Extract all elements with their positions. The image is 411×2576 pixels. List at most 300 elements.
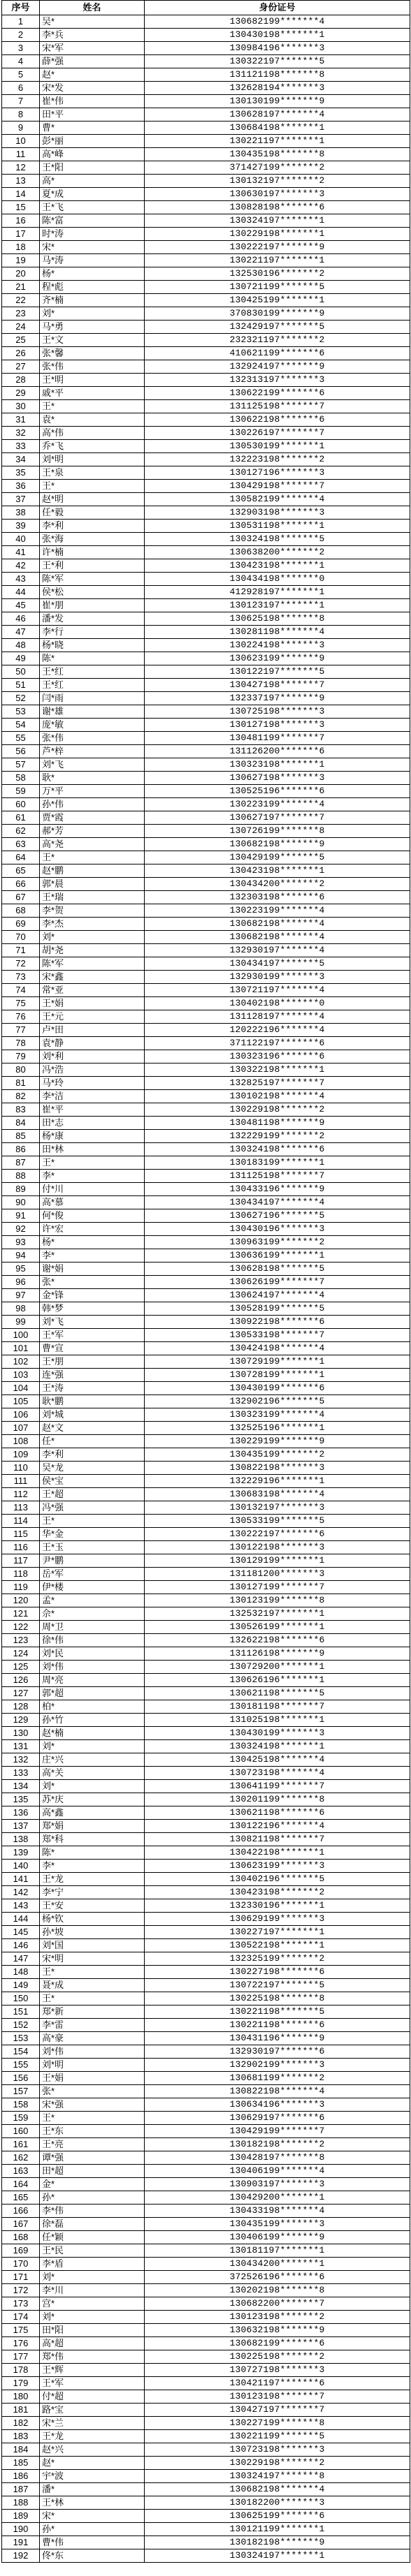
table-row xyxy=(2,1939,410,1952)
row-name: 刘* xyxy=(40,931,145,944)
table-row xyxy=(2,2244,410,2258)
row-name: 吴*龙 xyxy=(40,1462,145,1475)
table-row xyxy=(2,1793,410,1806)
table-row xyxy=(2,878,410,891)
table-row xyxy=(2,692,410,705)
row-index: 113 xyxy=(2,1501,40,1515)
table-row xyxy=(2,652,410,665)
row-index: 131 xyxy=(2,1740,40,1753)
row-id-number: 130224198*******3 xyxy=(145,639,410,652)
row-name: 赵* xyxy=(40,2457,145,2470)
row-name: 高*豪 xyxy=(40,2032,145,2045)
row-name: 岳*军 xyxy=(40,1568,145,1581)
header-name: 姓名 xyxy=(40,1,145,15)
row-name: 高*关 xyxy=(40,1767,145,1780)
row-id-number: 130402196*******5 xyxy=(145,1873,410,1886)
row-name: 郭*晨 xyxy=(40,878,145,891)
row-index: 39 xyxy=(2,520,40,533)
table-row xyxy=(2,1196,410,1209)
row-name: 刘*伟 xyxy=(40,2045,145,2059)
row-index: 62 xyxy=(2,825,40,838)
row-id-number: 131125198*******7 xyxy=(145,1170,410,1183)
row-id-number: 130428197*******8 xyxy=(145,2151,410,2165)
row-id-number: 130525196*******6 xyxy=(145,785,410,798)
table-row xyxy=(2,559,410,573)
row-id-number: 130526199*******1 xyxy=(145,1621,410,1634)
row-id-number: 130225198*******2 xyxy=(145,2350,410,2364)
row-name: 李*伟 xyxy=(40,2205,145,2218)
row-id-number: 130683198*******4 xyxy=(145,1488,410,1501)
row-index: 116 xyxy=(2,1541,40,1554)
row-name: 陈* xyxy=(40,1846,145,1860)
table-row xyxy=(2,2019,410,2032)
table-row xyxy=(2,1899,410,1913)
row-id-number: 130423198*******2 xyxy=(145,1886,410,1899)
row-id-number: 130223199*******4 xyxy=(145,904,410,918)
row-id-number: 130132197*******3 xyxy=(145,1501,410,1515)
table-row xyxy=(2,1727,410,1740)
table-row xyxy=(2,1024,410,1037)
table-row xyxy=(2,1913,410,1926)
table-row xyxy=(2,2536,410,2549)
table-row xyxy=(2,546,410,559)
row-index: 174 xyxy=(2,2311,40,2324)
row-name: 王*明 xyxy=(40,374,145,387)
row-id-number: 132330196*******1 xyxy=(145,1899,410,1913)
row-name: 崔*平 xyxy=(40,1103,145,1117)
row-index: 59 xyxy=(2,785,40,798)
row-id-number: 132622198*******6 xyxy=(145,1634,410,1647)
table-row xyxy=(2,1594,410,1607)
row-id-number: 132303198*******6 xyxy=(145,891,410,904)
row-name: 徐*磊 xyxy=(40,2218,145,2231)
row-name: 孙*坡 xyxy=(40,1926,145,1939)
row-index: 49 xyxy=(2,652,40,665)
row-index: 184 xyxy=(2,2443,40,2457)
table-row xyxy=(2,719,410,732)
row-name: 尹*鹏 xyxy=(40,1554,145,1568)
row-index: 108 xyxy=(2,1435,40,1448)
row-id-number: 130621198*******6 xyxy=(145,1806,410,1820)
row-name: 李*利 xyxy=(40,1448,145,1462)
row-index: 170 xyxy=(2,2258,40,2271)
row-index: 162 xyxy=(2,2151,40,2165)
row-index: 177 xyxy=(2,2350,40,2364)
table-row xyxy=(2,2032,410,2045)
row-index: 153 xyxy=(2,2032,40,2045)
table-row xyxy=(2,2404,410,2417)
row-id-number: 130728199*******1 xyxy=(145,1369,410,1382)
table-row xyxy=(2,1767,410,1780)
row-name: 薛*强 xyxy=(40,55,145,68)
row-name: 刘*飞 xyxy=(40,1316,145,1329)
row-name: 张*伟 xyxy=(40,732,145,745)
table-row xyxy=(2,1926,410,1939)
row-index: 52 xyxy=(2,692,40,705)
row-name: 王* xyxy=(40,1156,145,1170)
row-id-number: 131126200*******6 xyxy=(145,745,410,758)
row-id-number: 132229199*******2 xyxy=(145,1130,410,1143)
row-index: 166 xyxy=(2,2205,40,2218)
row-name: 孙*伟 xyxy=(40,798,145,811)
row-name: 周*卫 xyxy=(40,1621,145,1634)
row-index: 12 xyxy=(2,161,40,175)
row-id-number: 130123197*******1 xyxy=(145,599,410,612)
row-name: 赵*兴 xyxy=(40,2443,145,2457)
table-row xyxy=(2,267,410,281)
row-index: 69 xyxy=(2,918,40,931)
row-index: 7 xyxy=(2,95,40,108)
row-index: 72 xyxy=(2,957,40,971)
row-name: 金* xyxy=(40,2178,145,2191)
table-row xyxy=(2,1342,410,1355)
row-id-number: 130122198*******3 xyxy=(145,1541,410,1554)
row-id-number: 130435198*******8 xyxy=(145,148,410,161)
row-id-number: 130122197*******5 xyxy=(145,665,410,679)
row-id-number: 130435199*******2 xyxy=(145,1448,410,1462)
row-id-number: 130622198*******6 xyxy=(145,413,410,427)
row-index: 102 xyxy=(2,1355,40,1369)
row-id-number: 130431196*******9 xyxy=(145,2032,410,2045)
table-row xyxy=(2,453,410,466)
row-name: 陈*富 xyxy=(40,214,145,228)
row-id-number: 130202198*******8 xyxy=(145,2284,410,2297)
row-name: 程*彪 xyxy=(40,281,145,294)
row-index: 147 xyxy=(2,1952,40,1966)
row-id-number: 130682198*******4 xyxy=(145,2483,410,2496)
row-name: 李* xyxy=(40,1860,145,1873)
table-row xyxy=(2,1103,410,1117)
table-row xyxy=(2,2284,410,2297)
row-name: 刘*城 xyxy=(40,1408,145,1422)
table-row xyxy=(2,1037,410,1050)
row-index: 140 xyxy=(2,1860,40,1873)
row-name: 刘* xyxy=(40,1740,145,1753)
row-name: 刘* xyxy=(40,2311,145,2324)
table-row xyxy=(2,1554,410,1568)
row-id-number: 130322198*******1 xyxy=(145,1063,410,1077)
row-name: 田*林 xyxy=(40,1143,145,1156)
row-index: 38 xyxy=(2,506,40,520)
row-name: 王*娟 xyxy=(40,2072,145,2085)
row-index: 161 xyxy=(2,2138,40,2151)
row-name: 李* xyxy=(40,1170,145,1183)
row-index: 81 xyxy=(2,1077,40,1090)
table-row xyxy=(2,931,410,944)
row-name: 高*超 xyxy=(40,2337,145,2350)
row-index: 32 xyxy=(2,427,40,440)
row-index: 24 xyxy=(2,321,40,334)
table-row xyxy=(2,466,410,480)
table-row xyxy=(2,798,410,811)
row-name: 赵*明 xyxy=(40,493,145,506)
row-id-number: 132525196*******1 xyxy=(145,1422,410,1435)
row-id-number: 132337197*******9 xyxy=(145,692,410,705)
row-name: 王* xyxy=(40,1992,145,2005)
table-row xyxy=(2,1860,410,1873)
row-index: 111 xyxy=(2,1475,40,1488)
row-name: 王*亮 xyxy=(40,2138,145,2151)
row-index: 53 xyxy=(2,705,40,719)
table-row xyxy=(2,254,410,267)
table-row xyxy=(2,228,410,241)
row-index: 33 xyxy=(2,440,40,453)
table-row xyxy=(2,2443,410,2457)
row-id-number: 130324197*******1 xyxy=(145,2549,410,2563)
row-id-number: 130324198*******5 xyxy=(145,533,410,546)
row-name: 王*朋 xyxy=(40,1355,145,1369)
row-index: 191 xyxy=(2,2536,40,2549)
row-id-number: 130222197*******6 xyxy=(145,1528,410,1541)
row-name: 周*亮 xyxy=(40,1674,145,1687)
row-name: 刘*国 xyxy=(40,1939,145,1952)
row-index: 110 xyxy=(2,1462,40,1475)
row-id-number: 130627198*******3 xyxy=(145,772,410,785)
row-name: 王* xyxy=(40,400,145,413)
table-row xyxy=(2,1647,410,1661)
row-name: 马*勇 xyxy=(40,321,145,334)
table-row xyxy=(2,1143,410,1156)
table-row xyxy=(2,599,410,612)
row-id-number: 130729199*******1 xyxy=(145,1355,410,1369)
row-id-number: 132229196*******1 xyxy=(145,1475,410,1488)
row-name: 佟*东 xyxy=(40,2549,145,2563)
table-row xyxy=(2,904,410,918)
table-row xyxy=(2,639,410,652)
row-name: 田*阳 xyxy=(40,2324,145,2337)
row-id-number: 130182198*******2 xyxy=(145,2138,410,2151)
row-name: 张*海 xyxy=(40,533,145,546)
row-id-number: 130223199*******4 xyxy=(145,798,410,811)
table-row xyxy=(2,1355,410,1369)
table-row xyxy=(2,2258,410,2271)
row-name: 郭*超 xyxy=(40,1687,145,1700)
table-row xyxy=(2,2072,410,2085)
table-row xyxy=(2,705,410,719)
table-row xyxy=(2,2417,410,2430)
table-row xyxy=(2,400,410,413)
row-name: 刘* xyxy=(40,307,145,321)
row-id-number: 130621198*******5 xyxy=(145,1687,410,1700)
row-index: 41 xyxy=(2,546,40,559)
row-index: 48 xyxy=(2,639,40,652)
row-name: 佘* xyxy=(40,1607,145,1621)
table-row xyxy=(2,1806,410,1820)
row-name: 连*强 xyxy=(40,1369,145,1382)
row-id-number: 130423198*******1 xyxy=(145,864,410,878)
table-row xyxy=(2,1289,410,1302)
table-row xyxy=(2,2364,410,2377)
table-row xyxy=(2,825,410,838)
row-id-number: 130227198*******6 xyxy=(145,1966,410,1979)
table-row xyxy=(2,188,410,201)
row-name: 卢*田 xyxy=(40,1024,145,1037)
row-index: 15 xyxy=(2,201,40,214)
table-row xyxy=(2,2112,410,2125)
row-id-number: 120222196*******4 xyxy=(145,1024,410,1037)
row-id-number: 130721197*******4 xyxy=(145,984,410,997)
row-name: 王* xyxy=(40,480,145,493)
table-row xyxy=(2,2311,410,2324)
row-index: 138 xyxy=(2,1833,40,1846)
row-id-number: 130201199*******8 xyxy=(145,1793,410,1806)
row-id-number: 130822198*******4 xyxy=(145,2085,410,2098)
row-index: 104 xyxy=(2,1382,40,1395)
row-name: 郑*伟 xyxy=(40,2350,145,2364)
row-name: 王*安 xyxy=(40,1899,145,1913)
row-name: 王*元 xyxy=(40,1010,145,1024)
row-index: 54 xyxy=(2,719,40,732)
row-name: 高*峰 xyxy=(40,148,145,161)
row-index: 25 xyxy=(2,334,40,347)
row-index: 91 xyxy=(2,1209,40,1223)
row-id-number: 130281198*******4 xyxy=(145,626,410,639)
table-row xyxy=(2,811,410,825)
row-id-number: 130430198*******1 xyxy=(145,29,410,42)
row-id-number: 132903198*******3 xyxy=(145,506,410,520)
row-index: 73 xyxy=(2,971,40,984)
table-row xyxy=(2,2324,410,2337)
row-id-number: 132628194*******3 xyxy=(145,82,410,95)
row-id-number: 130229198*******1 xyxy=(145,228,410,241)
row-name: 庄*兴 xyxy=(40,1753,145,1767)
row-index: 96 xyxy=(2,1276,40,1289)
row-id-number: 130726199*******8 xyxy=(145,825,410,838)
row-index: 169 xyxy=(2,2244,40,2258)
row-name: 赵*文 xyxy=(40,1422,145,1435)
row-index: 152 xyxy=(2,2019,40,2032)
row-index: 97 xyxy=(2,1289,40,1302)
table-row xyxy=(2,2523,410,2536)
row-name: 付*超 xyxy=(40,2390,145,2404)
row-index: 95 xyxy=(2,1263,40,1276)
row-index: 11 xyxy=(2,148,40,161)
row-name: 孟* xyxy=(40,1594,145,1607)
row-name: 李*盾 xyxy=(40,2258,145,2271)
row-id-number: 130634196*******3 xyxy=(145,2098,410,2112)
row-index: 57 xyxy=(2,758,40,772)
row-id-number: 131125198*******7 xyxy=(145,400,410,413)
table-row xyxy=(2,1687,410,1700)
table-row xyxy=(2,665,410,679)
table-row xyxy=(2,161,410,175)
row-name: 王*林 xyxy=(40,2496,145,2510)
row-name: 王*娟 xyxy=(40,997,145,1010)
row-id-number: 130183199*******1 xyxy=(145,1156,410,1170)
table-row xyxy=(2,1753,410,1767)
row-id-number: 130429199*******5 xyxy=(145,851,410,864)
row-name: 常*亚 xyxy=(40,984,145,997)
row-index: 128 xyxy=(2,1700,40,1714)
table-row xyxy=(2,1117,410,1130)
row-index: 145 xyxy=(2,1926,40,1939)
row-index: 4 xyxy=(2,55,40,68)
table-row xyxy=(2,1607,410,1621)
row-name: 高* xyxy=(40,175,145,188)
row-index: 103 xyxy=(2,1369,40,1382)
row-name: 高*尧 xyxy=(40,838,145,851)
table-row xyxy=(2,944,410,957)
row-name: 潘*发 xyxy=(40,612,145,626)
row-id-number: 130531198*******1 xyxy=(145,520,410,533)
row-index: 87 xyxy=(2,1156,40,1170)
row-id-number: 130427197*******7 xyxy=(145,2404,410,2417)
row-index: 146 xyxy=(2,1939,40,1952)
table-row xyxy=(2,732,410,745)
row-id-number: 130632198*******9 xyxy=(145,2324,410,2337)
row-index: 120 xyxy=(2,1594,40,1607)
row-id-number: 130423198*******1 xyxy=(145,559,410,573)
row-index: 60 xyxy=(2,798,40,811)
table-row xyxy=(2,374,410,387)
table-row xyxy=(2,480,410,493)
row-index: 160 xyxy=(2,2125,40,2138)
row-name: 宋*明 xyxy=(40,1952,145,1966)
table-row xyxy=(2,1077,410,1090)
row-index: 64 xyxy=(2,851,40,864)
row-index: 79 xyxy=(2,1050,40,1063)
row-index: 28 xyxy=(2,374,40,387)
row-index: 5 xyxy=(2,68,40,82)
row-index: 8 xyxy=(2,108,40,122)
row-id-number: 130430196*******3 xyxy=(145,1223,410,1236)
row-index: 154 xyxy=(2,2045,40,2059)
table-row xyxy=(2,1528,410,1541)
row-name: 乔*飞 xyxy=(40,440,145,453)
row-id-number: 130903197*******3 xyxy=(145,2178,410,2191)
row-name: 贾*霞 xyxy=(40,811,145,825)
row-id-number: 130425199*******1 xyxy=(145,294,410,307)
row-index: 180 xyxy=(2,2390,40,2404)
row-id-number: 132532197*******1 xyxy=(145,1607,410,1621)
table-row xyxy=(2,1714,410,1727)
row-name: 何*俊 xyxy=(40,1209,145,1223)
row-index: 63 xyxy=(2,838,40,851)
row-index: 168 xyxy=(2,2231,40,2244)
table-row xyxy=(2,2205,410,2218)
row-id-number: 130684198*******1 xyxy=(145,122,410,135)
table-row xyxy=(2,1090,410,1103)
table-row xyxy=(2,772,410,785)
row-id-number: 130406199*******4 xyxy=(145,2165,410,2178)
row-name: 陈* xyxy=(40,652,145,665)
row-name: 李*贺 xyxy=(40,904,145,918)
row-id-number: 130323199*******4 xyxy=(145,1408,410,1422)
row-index: 183 xyxy=(2,2430,40,2443)
table-row xyxy=(2,997,410,1010)
row-name: 杨* xyxy=(40,1236,145,1249)
table-row xyxy=(2,1674,410,1687)
row-id-number: 130721199*******5 xyxy=(145,281,410,294)
row-id-number: 130681199*******2 xyxy=(145,2072,410,2085)
table-row xyxy=(2,1382,410,1395)
row-name: 高*鑫 xyxy=(40,1806,145,1820)
row-index: 85 xyxy=(2,1130,40,1143)
row-name: 王*阳 xyxy=(40,161,145,175)
table-row xyxy=(2,957,410,971)
row-index: 135 xyxy=(2,1793,40,1806)
row-index: 92 xyxy=(2,1223,40,1236)
row-id-number: 130402198*******0 xyxy=(145,997,410,1010)
table-row xyxy=(2,1700,410,1714)
table-row xyxy=(2,1846,410,1860)
row-index: 126 xyxy=(2,1674,40,1687)
row-index: 176 xyxy=(2,2337,40,2350)
row-name: 王*玉 xyxy=(40,1541,145,1554)
table-row xyxy=(2,506,410,520)
row-id-number: 130324197*******1 xyxy=(145,214,410,228)
row-id-number: 130626196*******1 xyxy=(145,1674,410,1687)
